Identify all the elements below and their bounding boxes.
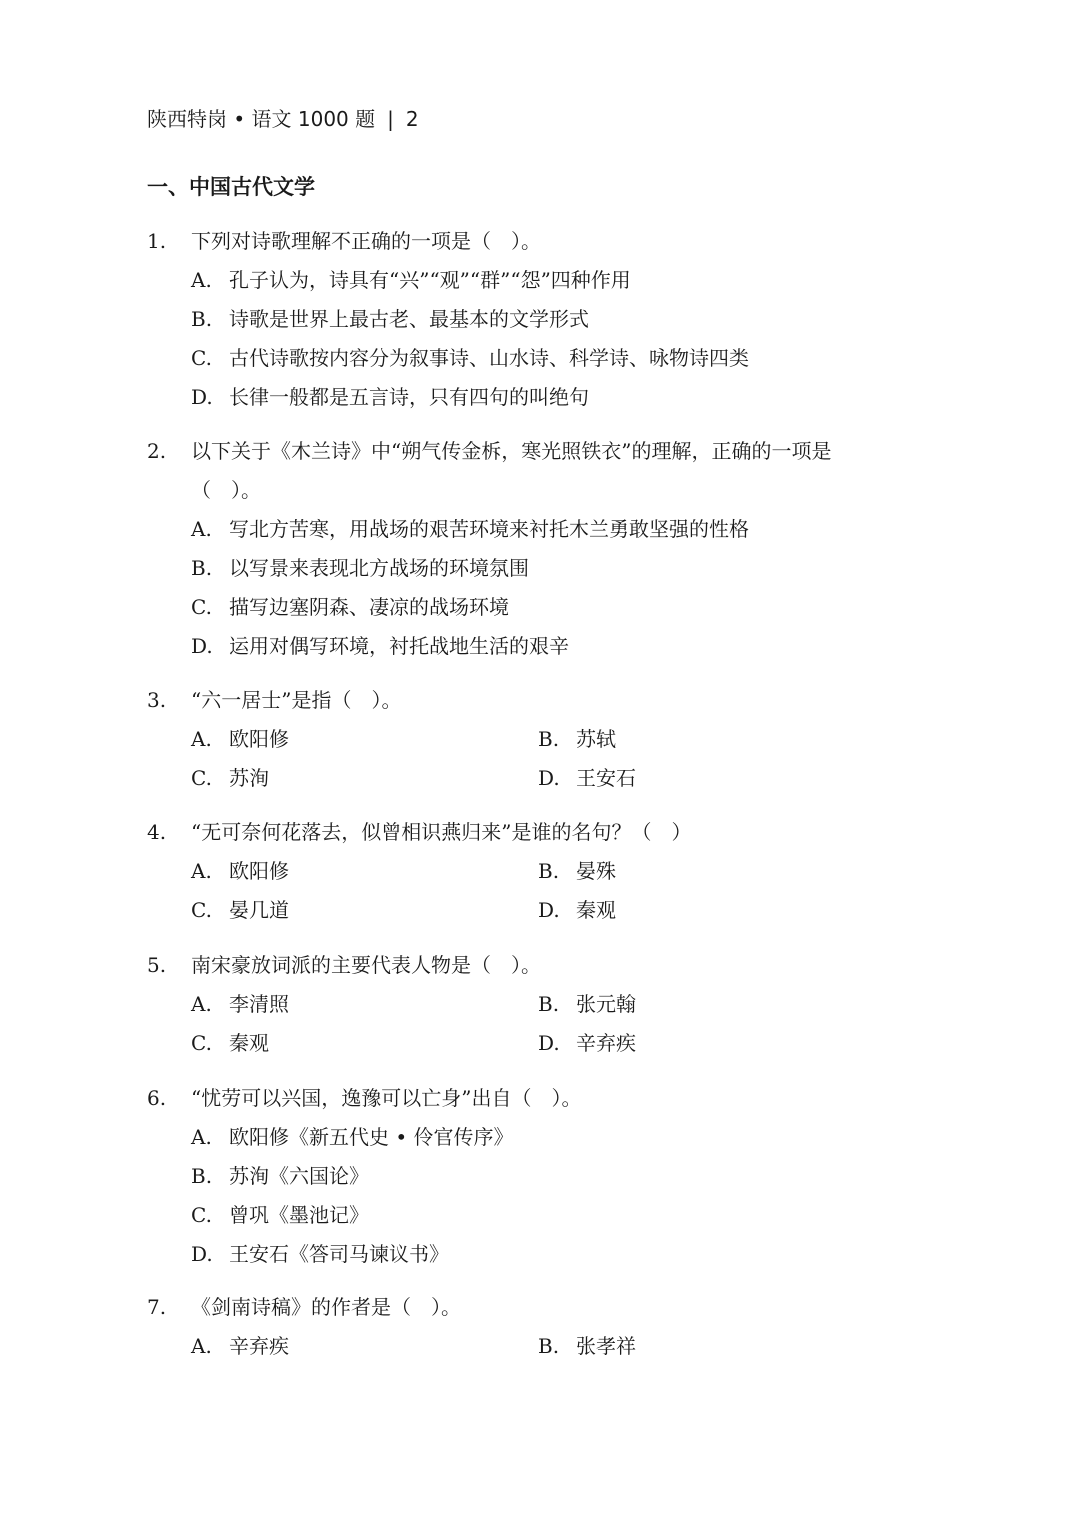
option-text: 以写景来表现北方战场的环境氛围 bbox=[229, 556, 529, 580]
question-text: 以下关于《木兰诗》中“朔气传金柝，寒光照铁衣”的理解，正确的一项是 bbox=[191, 439, 832, 463]
question-5 bbox=[147, 946, 947, 1063]
option-row bbox=[147, 1327, 947, 1366]
question-stem bbox=[147, 946, 947, 985]
option-text: 欧阳修 bbox=[229, 859, 289, 883]
option-letter: C. bbox=[191, 1203, 212, 1227]
option-a bbox=[191, 1327, 289, 1366]
question-6 bbox=[147, 1079, 947, 1274]
option-d bbox=[147, 378, 947, 417]
option-d bbox=[538, 1024, 636, 1063]
question-text: 《剑南诗稿》的作者是（ ）。 bbox=[191, 1295, 461, 1319]
option-text: 辛弃疾 bbox=[576, 1031, 636, 1055]
option-a bbox=[191, 720, 289, 759]
option-b bbox=[147, 549, 947, 588]
option-c bbox=[191, 891, 289, 930]
option-d bbox=[147, 627, 947, 666]
option-text: 长律一般都是五言诗，只有四句的叫绝句 bbox=[229, 385, 589, 409]
option-letter: B. bbox=[191, 1164, 213, 1188]
header-title: 陕西特岗 • 语文 1000 题 bbox=[147, 107, 376, 131]
question-text: “无可奈何花落去，似曾相识燕归来”是谁的名句？（ ） bbox=[191, 820, 692, 844]
question-stem bbox=[147, 1288, 947, 1327]
option-b bbox=[147, 1157, 947, 1196]
option-text: 写北方苦寒，用战场的艰苦环境来衬托木兰勇敢坚强的性格 bbox=[229, 517, 749, 541]
option-letter: A. bbox=[191, 992, 212, 1016]
option-row bbox=[147, 985, 947, 1024]
question-3 bbox=[147, 681, 947, 798]
option-row bbox=[147, 1024, 947, 1063]
question-text: 南宋豪放词派的主要代表人物是（ ）。 bbox=[191, 953, 541, 977]
option-letter: D. bbox=[538, 898, 560, 922]
option-letter: B. bbox=[191, 556, 213, 580]
option-d bbox=[538, 759, 636, 798]
option-a bbox=[147, 1118, 947, 1157]
option-text: 李清照 bbox=[229, 992, 289, 1016]
question-number: 1. bbox=[147, 229, 167, 253]
question-stem bbox=[147, 813, 947, 852]
question-stem-continued bbox=[147, 471, 947, 510]
question-number: 2. bbox=[147, 439, 167, 463]
option-letter: A. bbox=[191, 517, 212, 541]
question-4 bbox=[147, 813, 947, 930]
option-text: 苏轼 bbox=[576, 727, 616, 751]
option-letter: D. bbox=[191, 634, 213, 658]
option-letter: A. bbox=[191, 1334, 212, 1358]
option-text: 描写边塞阴森、凄凉的战场环境 bbox=[229, 595, 509, 619]
option-a bbox=[191, 852, 289, 891]
option-letter: B. bbox=[538, 727, 560, 751]
option-text: 苏洵 bbox=[229, 766, 269, 790]
option-row bbox=[147, 759, 947, 798]
option-letter: A. bbox=[191, 727, 212, 751]
option-row bbox=[147, 720, 947, 759]
option-text: 欧阳修 bbox=[229, 727, 289, 751]
option-letter: D. bbox=[191, 385, 213, 409]
header-separator: | bbox=[387, 107, 394, 131]
option-text: 曾巩《墨池记》 bbox=[229, 1203, 369, 1227]
option-letter: B. bbox=[538, 859, 560, 883]
option-text: 秦观 bbox=[576, 898, 616, 922]
option-c bbox=[147, 588, 947, 627]
question-number: 4. bbox=[147, 820, 167, 844]
option-letter: C. bbox=[191, 1031, 212, 1055]
option-text: 王安石 bbox=[576, 766, 636, 790]
option-d bbox=[538, 891, 616, 930]
question-stem bbox=[147, 222, 947, 261]
question-number: 5. bbox=[147, 953, 167, 977]
option-text: 欧阳修《新五代史 • 伶官传序》 bbox=[229, 1125, 514, 1149]
option-letter: B. bbox=[538, 992, 560, 1016]
option-b bbox=[538, 1327, 636, 1366]
option-text: 晏殊 bbox=[576, 859, 616, 883]
option-row bbox=[147, 852, 947, 891]
question-text: “忧劳可以兴国，逸豫可以亡身”出自（ ）。 bbox=[191, 1086, 582, 1110]
option-text: 晏几道 bbox=[229, 898, 289, 922]
question-7 bbox=[147, 1288, 947, 1366]
section-title: 一、中国古代文学 bbox=[147, 175, 315, 199]
question-2 bbox=[147, 432, 947, 666]
option-b bbox=[538, 852, 616, 891]
question-text: “六一居士”是指（ ）。 bbox=[191, 688, 402, 712]
option-row bbox=[147, 891, 947, 930]
option-c bbox=[191, 759, 269, 798]
option-letter: C. bbox=[191, 898, 212, 922]
option-a bbox=[147, 261, 947, 300]
option-b bbox=[538, 985, 636, 1024]
option-letter: B. bbox=[191, 307, 213, 331]
question-text: （ ）。 bbox=[191, 478, 261, 502]
question-number: 7. bbox=[147, 1295, 167, 1319]
option-text: 张孝祥 bbox=[576, 1334, 636, 1358]
page-header bbox=[147, 104, 419, 134]
question-stem bbox=[147, 1079, 947, 1118]
option-letter: A. bbox=[191, 859, 212, 883]
option-text: 王安石《答司马谏议书》 bbox=[229, 1242, 449, 1266]
question-1 bbox=[147, 222, 947, 417]
question-text: 下列对诗歌理解不正确的一项是（ ）。 bbox=[191, 229, 541, 253]
option-letter: C. bbox=[191, 346, 212, 370]
option-letter: A. bbox=[191, 268, 212, 292]
question-number: 6. bbox=[147, 1086, 167, 1110]
option-c bbox=[191, 1024, 269, 1063]
option-letter: C. bbox=[191, 766, 212, 790]
option-c bbox=[147, 1196, 947, 1235]
option-letter: D. bbox=[191, 1242, 213, 1266]
page-number: 2 bbox=[405, 107, 419, 131]
option-a bbox=[147, 510, 947, 549]
option-b bbox=[147, 300, 947, 339]
question-stem bbox=[147, 681, 947, 720]
option-text: 诗歌是世界上最古老、最基本的文学形式 bbox=[229, 307, 589, 331]
option-text: 张元翰 bbox=[576, 992, 636, 1016]
option-b bbox=[538, 720, 616, 759]
option-text: 辛弃疾 bbox=[229, 1334, 289, 1358]
option-c bbox=[147, 339, 947, 378]
question-stem bbox=[147, 432, 947, 471]
option-text: 古代诗歌按内容分为叙事诗、山水诗、科学诗、咏物诗四类 bbox=[229, 346, 749, 370]
question-number: 3. bbox=[147, 688, 167, 712]
option-a bbox=[191, 985, 289, 1024]
option-text: 苏洵《六国论》 bbox=[229, 1164, 369, 1188]
option-letter: D. bbox=[538, 766, 560, 790]
option-letter: A. bbox=[191, 1125, 212, 1149]
option-text: 秦观 bbox=[229, 1031, 269, 1055]
option-letter: D. bbox=[538, 1031, 560, 1055]
option-letter: B. bbox=[538, 1334, 560, 1358]
option-d bbox=[147, 1235, 947, 1274]
option-letter: C. bbox=[191, 595, 212, 619]
option-text: 运用对偶写环境，衬托战地生活的艰辛 bbox=[229, 634, 569, 658]
option-text: 孔子认为，诗具有“兴”“观”“群”“怨”四种作用 bbox=[229, 268, 631, 292]
